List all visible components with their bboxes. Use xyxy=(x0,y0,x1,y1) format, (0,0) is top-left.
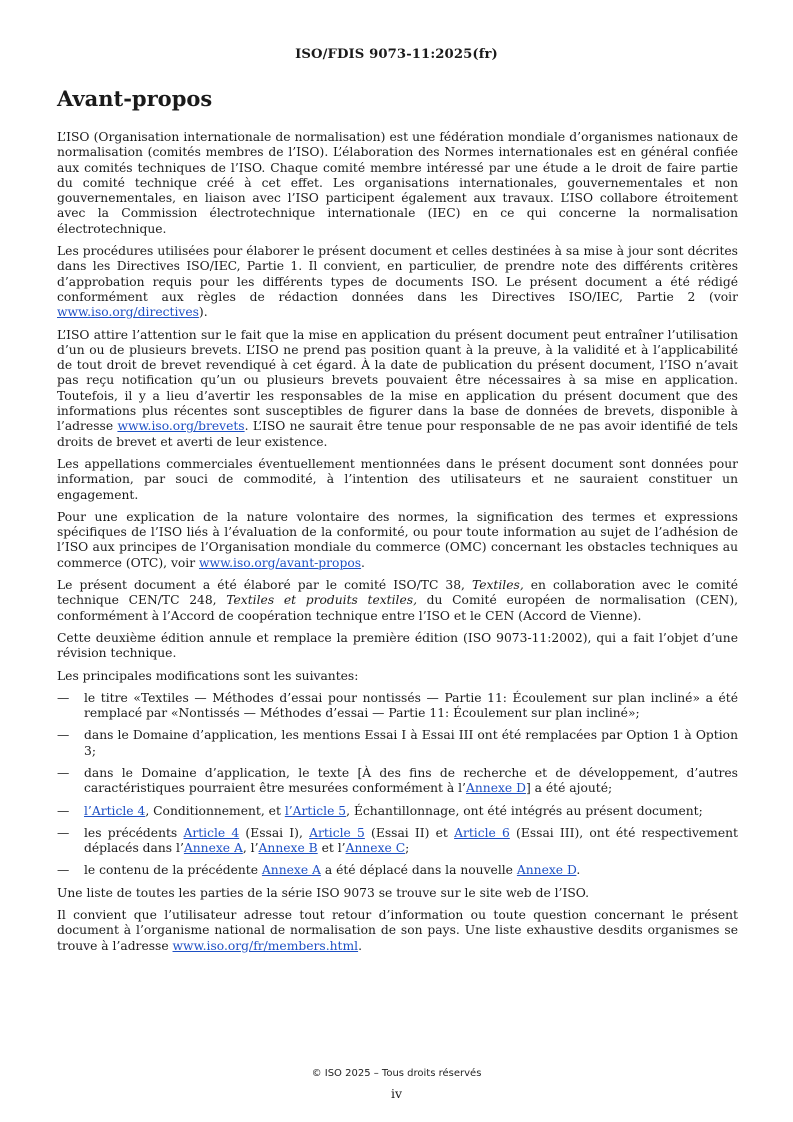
list-item: — dans le Domaine d’application, les mentions Essai I à Essai III ont été remplacées par Option 1 à Option 3; xyxy=(57,728,738,758)
list-item: — le contenu de la précédente Annexe A a été déplacé dans la nouvelle Annexe D. xyxy=(57,863,581,878)
list-item: — l’Article 4, Conditionnement, et l’Article 5, Échantillonnage, ont été intégrés au présent document; xyxy=(57,803,703,818)
link-annexe-c[interactable]: Annexe C xyxy=(345,841,406,856)
paragraph-edition: Cette deuxième édition annule et remplace la première édition (ISO 9073-11:2002), qui a fait l’objet d’une révision technique. xyxy=(57,630,738,661)
link-annexe-a[interactable]: Annexe A xyxy=(183,841,243,856)
link-article-5[interactable]: Article 5 xyxy=(309,825,365,840)
document-body xyxy=(57,130,738,961)
dash-bullet: — xyxy=(57,765,70,780)
link-directives[interactable]: www.iso.org/directives xyxy=(57,305,199,320)
link-members[interactable]: www.iso.org/fr/members.html xyxy=(172,938,359,953)
list-item: — les précédents Article 4 (Essai I), Article 5 (Essai II) et Article 6 (Essai III), ont été respectivement déplacés dans l’Annexe A, l’Annexe B et l’Annexe C; xyxy=(57,825,738,856)
link-brevets[interactable]: www.iso.org/brevets xyxy=(117,419,245,434)
paragraph-patents: L’ISO attire l’attention sur le fait que la mise en application du présent document peut entraîner l’utilisation d’un ou de plusieurs brevets. L’ISO ne prend pas position quant à la preuve, à la validité et à l’applicabilité de tout droit de brevet revendiqué à cet égard. À la date de publication du présent document, l’ISO n’avait pas reçu notification qu’un ou plusieurs brevets pouvaient être nécessaires à sa mise en application. Toutefois, il y a lieu d’avertir les responsables de la mise en application du présent document que des informations plus récentes sont susceptibles de figurer dans la base de données de brevets, disponible à l’adresse www.iso.org/brevets. L’ISO ne saurait être tenue pour responsable de ne pas avoir identifié de tels droits de brevet et averti de leur existence. xyxy=(57,327,738,449)
dash-bullet: — xyxy=(57,825,70,840)
paragraph-series-list: Une liste de toutes les parties de la série ISO 9073 se trouve sur le site web de l’ISO. xyxy=(57,885,590,900)
paragraph-changes-intro: Les principales modifications sont les suivantes: xyxy=(57,668,359,683)
list-item: — le titre «Textiles — Méthodes d’essai pour nontissés — Partie 11: Écoulement sur plan incliné» a été remplacé par «Nontissés — Méthodes d’essai — Partie 11: Écoulement sur plan incliné»; xyxy=(57,690,738,721)
dash-bullet: — xyxy=(57,728,70,743)
link-annexe-b[interactable]: Annexe B xyxy=(258,841,318,856)
link-article-5[interactable]: l’Article 5 xyxy=(284,803,347,818)
link-article-6[interactable]: Article 6 xyxy=(454,825,510,840)
paragraph-voluntary-nature: Pour une explication de la nature volontaire des normes, la signification des termes et expressions spécifiques de l’ISO liés à l’évaluation de la conformité, ou pour toute information au sujet de l’adhésion de l’ISO aux principes de l’Organisation mondiale du commerce (OMC) concernant les obstacles techniques au commerce (OTC), voir www.iso.org/avant-propos. xyxy=(57,509,738,570)
dash-bullet: — xyxy=(57,690,70,705)
link-article-4[interactable]: l’Article 4 xyxy=(84,803,146,818)
link-article-4[interactable]: Article 4 xyxy=(183,825,240,840)
list-item: — dans le Domaine d’application, le texte [À des fins de recherche et de développement, d’autres caractéristiques pourraient être mesurées conformément à l’Annexe D] a été ajouté; xyxy=(57,765,738,796)
paragraph-iso-intro: L’ISO (Organisation internationale de normalisation) est une fédération mondiale d’organismes nationaux de normalisation (comités membres de l’ISO). L’élaboration des Normes internationales est en général confiée aux comités techniques de l’ISO. Chaque comité membre intéressé par une étude a le droit de faire partie du comité technique créé à cet effet. Les organisations internationales, gouvernementales et non gouvernementales, en liaison avec l’ISO participent également aux travaux. L’ISO collabore étroitement avec la Commission électrotechnique internationale (IEC) en ce qui concerne la normalisation électrotechnique. xyxy=(57,130,738,236)
paragraph-procedures: Les procédures utilisées pour élaborer le présent document et celles destinées à sa mise à jour sont décrites dans les Directives ISO/IEC, Partie 1. Il convient, en particulier, de prendre note des différents critères d’approbation requis pour les différents types de documents ISO. Le présent document a été rédigé conformément aux règles de rédaction données dans les Directives ISO/IEC, Partie 2 (voir www.iso.org/directives). xyxy=(57,244,738,320)
dash-bullet: — xyxy=(57,863,70,878)
link-annexe-d[interactable]: Annexe D xyxy=(465,781,526,796)
page-title: Avant-propos xyxy=(57,86,213,111)
document-header: ISO/FDIS 9073-11:2025(fr) xyxy=(295,47,498,62)
paragraph-trade-names: Les appellations commerciales éventuellement mentionnées dans le présent document sont données pour information, par souci de commodité, à l’intention des utilisateurs et ne sauraient constituer un engagement. xyxy=(57,456,738,502)
link-annexe-a[interactable]: Annexe A xyxy=(261,863,321,878)
dash-bullet: — xyxy=(57,803,70,818)
link-avant-propos[interactable]: www.iso.org/avant-propos xyxy=(199,555,362,570)
link-annexe-d[interactable]: Annexe D xyxy=(516,863,577,878)
paragraph-feedback: Il convient que l’utilisateur adresse tout retour d’information ou toute question concernant le présent document à l’organisme national de normalisation de son pays. Une liste exhaustive desdits organismes se trouve à l’adresse www.iso.org/fr/members.html. xyxy=(57,908,738,953)
page-number: iv xyxy=(390,1086,403,1101)
paragraph-committee: Le présent document a été élaboré par le comité ISO/TC 38, Textiles, en collaboration avec le comité technique CEN/TC 248, Textiles et produits textiles, du Comité européen de normalisation (CEN), conformément à l’Accord de coopération technique entre l’ISO et le CEN (Accord de Vienne). xyxy=(57,578,739,623)
copyright-footer: © ISO 2025 – Tous droits réservés xyxy=(311,1068,482,1079)
